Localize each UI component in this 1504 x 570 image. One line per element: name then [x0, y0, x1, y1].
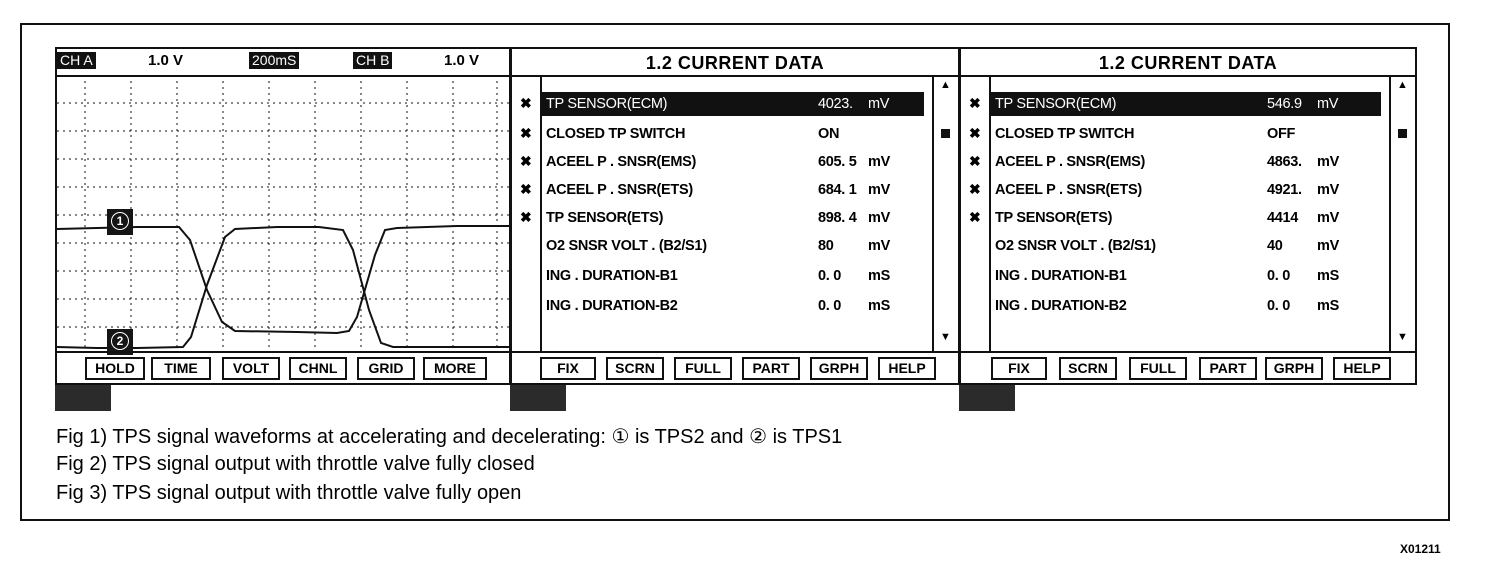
time-button[interactable]: TIME	[151, 357, 211, 380]
volt-button[interactable]: VOLT	[222, 357, 280, 380]
data-row[interactable]	[512, 233, 934, 259]
param-unit: mS	[868, 298, 890, 314]
fixed-mark: ✖	[520, 95, 532, 111]
param-name: TP SENSOR(ECM)	[995, 96, 1117, 112]
param-value: ON	[818, 126, 840, 142]
param-unit: mV	[1317, 182, 1339, 198]
fixed-mark: ✖	[520, 125, 532, 141]
data-row[interactable]	[961, 293, 1391, 319]
param-unit: mV	[868, 238, 890, 254]
param-unit: mV	[1317, 238, 1339, 254]
part-button[interactable]: PART	[1199, 357, 1257, 380]
full-button[interactable]: FULL	[1129, 357, 1187, 380]
data-row[interactable]	[961, 177, 1391, 203]
hold-button[interactable]: HOLD	[85, 357, 145, 380]
param-value: 0. 0	[818, 298, 841, 314]
param-unit: mV	[1317, 154, 1339, 170]
more-button[interactable]: MORE	[423, 357, 487, 380]
chnl-button[interactable]: CHNL	[289, 357, 347, 380]
param-value: 898. 4	[818, 210, 857, 226]
param-name: ING . DURATION-B2	[995, 298, 1127, 314]
channel-a-volt[interactable]: 1.0 V	[148, 52, 184, 69]
param-value: 4921.	[1267, 182, 1302, 198]
channel-b-volt[interactable]: 1.0 V	[444, 52, 480, 69]
data-button-bar	[961, 351, 1415, 383]
scope-button-bar	[57, 351, 509, 383]
fixed-mark: ✖	[969, 95, 981, 111]
panel-tag-2	[510, 385, 566, 411]
param-name: ING . DURATION-B2	[546, 298, 678, 314]
data-row[interactable]	[961, 263, 1391, 289]
param-name: CLOSED TP SWITCH	[995, 126, 1135, 142]
param-value: 4023.	[818, 96, 853, 112]
data-row[interactable]	[512, 91, 934, 117]
param-name: CLOSED TP SWITCH	[546, 126, 686, 142]
fix-button[interactable]: FIX	[991, 357, 1047, 380]
waveform-trace-tps2	[57, 226, 509, 333]
param-value: 80	[818, 238, 834, 254]
scroll-thumb[interactable]	[941, 129, 950, 138]
param-value: 40	[1267, 238, 1283, 254]
grph-button[interactable]: GRPH	[810, 357, 868, 380]
param-name: ACEEL P . SNSR(EMS)	[995, 154, 1146, 170]
param-name: ING . DURATION-B1	[995, 268, 1127, 284]
current-data-panel-open	[959, 47, 1417, 385]
data-list	[512, 75, 934, 353]
param-unit: mV	[868, 154, 890, 170]
full-button[interactable]: FULL	[674, 357, 732, 380]
param-value: 4863.	[1267, 154, 1302, 170]
data-row[interactable]	[512, 293, 934, 319]
channel-b-label[interactable]: CH B	[353, 52, 392, 69]
scroll-up-icon[interactable]: ▲	[940, 79, 951, 91]
panel-tag-3	[959, 385, 1015, 411]
help-button[interactable]: HELP	[1333, 357, 1391, 380]
scope-panel	[55, 47, 511, 385]
data-list	[961, 75, 1391, 353]
caption-fig3: Fig 3) TPS signal output with throttle valve fully open	[56, 482, 522, 504]
fixed-mark: ✖	[969, 125, 981, 141]
scroll-up-icon[interactable]: ▲	[1397, 79, 1408, 91]
param-unit: mV	[868, 210, 890, 226]
channel-a-label[interactable]: CH A	[57, 52, 96, 69]
param-unit: mS	[1317, 298, 1339, 314]
param-unit: mV	[1317, 210, 1339, 226]
scroll-down-icon[interactable]: ▼	[1397, 331, 1408, 343]
param-value: 684. 1	[818, 182, 857, 198]
data-row[interactable]	[512, 149, 934, 175]
param-unit: mV	[1317, 96, 1339, 112]
data-row[interactable]	[512, 205, 934, 231]
panel-title: 1.2 CURRENT DATA	[961, 49, 1415, 77]
param-name: ING . DURATION-B1	[546, 268, 678, 284]
scroll-down-icon[interactable]: ▼	[940, 331, 951, 343]
fixed-mark: ✖	[969, 209, 981, 225]
scope-header	[57, 49, 509, 77]
param-name: TP SENSOR(ECM)	[546, 96, 668, 112]
param-value: 0. 0	[818, 268, 841, 284]
data-row[interactable]	[512, 263, 934, 289]
param-name: O2 SNSR VOLT . (B2/S1)	[995, 238, 1156, 254]
param-value: 0. 0	[1267, 268, 1290, 284]
data-row[interactable]	[961, 149, 1391, 175]
scroll-thumb[interactable]	[1398, 129, 1407, 138]
caption-fig1: Fig 1) TPS signal waveforms at accelerating and decelerating: ① is TPS2 and ② is TPS1	[56, 426, 843, 448]
scrn-button[interactable]: SCRN	[606, 357, 664, 380]
param-value: 546.9	[1267, 96, 1302, 112]
fixed-mark: ✖	[520, 209, 532, 225]
fixed-mark: ✖	[520, 153, 532, 169]
param-name: TP SENSOR(ETS)	[995, 210, 1113, 226]
caption-fig2: Fig 2) TPS signal output with throttle valve fully closed	[56, 453, 535, 475]
param-value: 4414	[1267, 210, 1299, 226]
param-value: OFF	[1267, 126, 1296, 142]
param-unit: mS	[1317, 268, 1339, 284]
param-value: 0. 0	[1267, 298, 1290, 314]
fixed-mark: ✖	[969, 153, 981, 169]
panel-title: 1.2 CURRENT DATA	[512, 49, 958, 77]
waveform-display	[57, 75, 509, 353]
data-row[interactable]	[961, 205, 1391, 231]
fixed-mark: ✖	[969, 181, 981, 197]
figure-code: X01211	[1400, 542, 1441, 556]
scrn-button[interactable]: SCRN	[1059, 357, 1117, 380]
param-name: ACEEL P . SNSR(EMS)	[546, 154, 697, 170]
grid-button[interactable]: GRID	[357, 357, 415, 380]
part-button[interactable]: PART	[742, 357, 800, 380]
data-row[interactable]	[961, 91, 1391, 117]
current-data-panel-closed	[510, 47, 960, 385]
data-row[interactable]	[512, 121, 934, 147]
help-button[interactable]: HELP	[878, 357, 936, 380]
scrollbar[interactable]	[932, 75, 958, 353]
fix-button[interactable]: FIX	[540, 357, 596, 380]
param-name: O2 SNSR VOLT . (B2/S1)	[546, 238, 707, 254]
param-name: TP SENSOR(ETS)	[546, 210, 664, 226]
param-unit: mV	[868, 96, 890, 112]
grph-button[interactable]: GRPH	[1265, 357, 1323, 380]
fixed-mark: ✖	[520, 181, 532, 197]
param-value: 605. 5	[818, 154, 857, 170]
scrollbar[interactable]	[1389, 75, 1415, 353]
timebase-label[interactable]: 200mS	[249, 52, 299, 69]
waveform-marker-2: 2	[107, 329, 133, 355]
waveform-marker-1: 1	[107, 209, 133, 235]
panel-tag-1	[55, 385, 111, 411]
data-button-bar	[512, 351, 958, 383]
data-row[interactable]	[512, 177, 934, 203]
data-row[interactable]	[961, 233, 1391, 259]
data-row[interactable]	[961, 121, 1391, 147]
param-unit: mV	[868, 182, 890, 198]
param-name: ACEEL P . SNSR(ETS)	[546, 182, 693, 198]
param-unit: mS	[868, 268, 890, 284]
param-name: ACEEL P . SNSR(ETS)	[995, 182, 1142, 198]
